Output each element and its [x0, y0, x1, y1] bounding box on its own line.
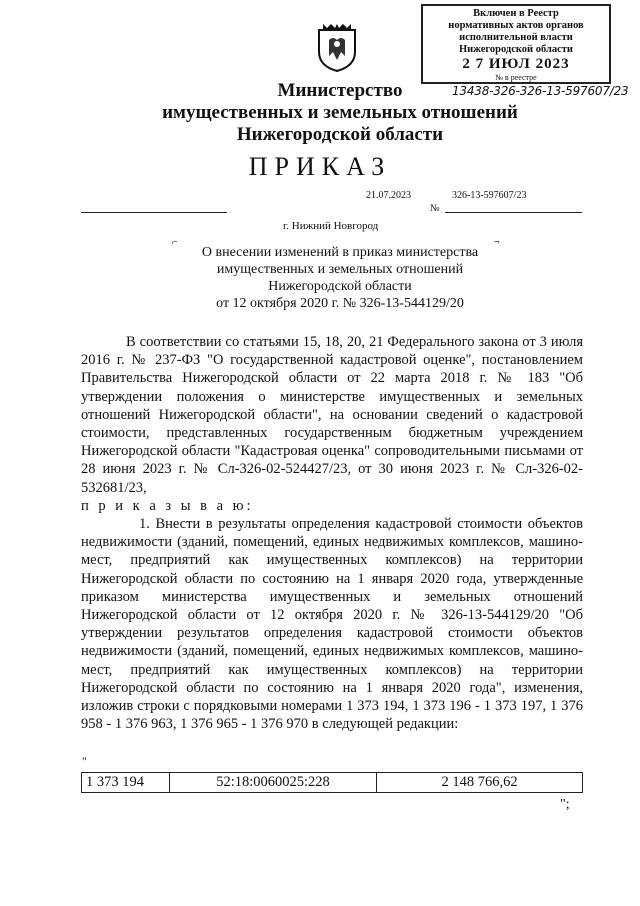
row-number: 1 373 194: [82, 773, 170, 793]
corner-mark-right: ¬: [494, 237, 500, 248]
date-underline: [81, 212, 227, 213]
ministry-line: имущественных и земельных отношений: [162, 102, 518, 123]
subject-line: О внесении изменений в приказ министерства: [201, 245, 479, 260]
coat-of-arms-icon: [315, 22, 359, 72]
subject-line: имущественных и земельных отношений: [216, 262, 464, 277]
document-type: ПРИКАЗ: [248, 152, 392, 181]
ministry-line: Министерство: [277, 80, 403, 101]
ministry-line: Нижегородской области: [236, 124, 444, 145]
stamp-reg-label: № в реестре: [495, 73, 537, 82]
city: г. Нижний Новгород: [283, 220, 379, 232]
ministry-name: [150, 80, 530, 146]
cadastral-number: 52:18:0060025:228: [169, 773, 376, 793]
order-word: п р и к а з ы в а ю:: [81, 497, 254, 514]
order-number: 326-13-597607/23: [452, 190, 527, 201]
stamp-reg-number: 13438-326-326-13-597607/23: [452, 84, 629, 98]
stamp-line: нормативных актов органов: [448, 20, 584, 31]
stamp-line: Включен в Реестр: [473, 8, 559, 19]
order-body: [81, 333, 583, 733]
order-subject: [170, 244, 510, 312]
body-paragraph: В соответствии со статьями 15, 18, 20, 21 Федерального закона от 3 июля 2016 г. № 237-ФЗ "О государственной кадастровой оценке", постановлением Правительства Нижегородской области от 22 марта 2018 г. № 183 "Об утверждении положения о министерстве имущественных и земельных отношений Нижегородской области", на основании сведений о кадастровой стоимости, представленных государственным бюджетным учреждением Нижегородской области "Кадастровая оценка" сопроводительными письмами от 28 июня 2023 г. № Сл-326-02-524427/23, от 30 июня 2023 г. № Сл-326-02-532681/23,: [81, 334, 583, 496]
registry-stamp: [421, 4, 611, 84]
stamp-date: 2 7 ИЮЛ 2023: [462, 56, 570, 72]
corner-mark-left: ⌐: [172, 237, 178, 248]
subject-line: Нижегородской области: [268, 279, 412, 294]
table-quote-open: ": [82, 754, 87, 768]
body-paragraph: 1. Внести в результаты определения кадастровой стоимости объектов недвижимости (зданий, помещений, единых недвижимых комплексов, машино-мест, предприятий как имущественных комплексов) на территории Нижегородской области по состоянию на 1 января 2020 года, утвержденные приказом министерства имущественных и земельных отношений Нижегородской области от 12 октября 2020 г. № 326-13-544129/20 "Об утверждении результатов определения кадастровой стоимости объектов недвижимости (зданий, помещений, единых недвижимых комплексов, машино-мест, предприятий как имущественных комплексов) на территории Нижегородской области по состоянию на 1 января 2020 года", изменения, изложив строки с порядковыми номерами 1 373 194, 1 373 196 - 1 373 197, 1 376 958 - 1 376 963, 1 376 965 - 1 376 970 в следующей редакции:: [81, 516, 583, 733]
order-date: 21.07.2023: [366, 190, 411, 201]
stamp-line: Нижегородской области: [459, 44, 573, 55]
table-quote-close: ";: [560, 797, 570, 812]
stamp-line: исполнительной власти: [459, 32, 573, 43]
table-row: [82, 773, 583, 793]
number-sign: №: [430, 203, 440, 214]
cadastral-value: 2 148 766,62: [377, 773, 583, 793]
number-underline: [445, 212, 582, 213]
subject-line: от 12 октября 2020 г. № 326-13-544129/20: [216, 296, 464, 311]
cadastral-table: [81, 772, 583, 793]
